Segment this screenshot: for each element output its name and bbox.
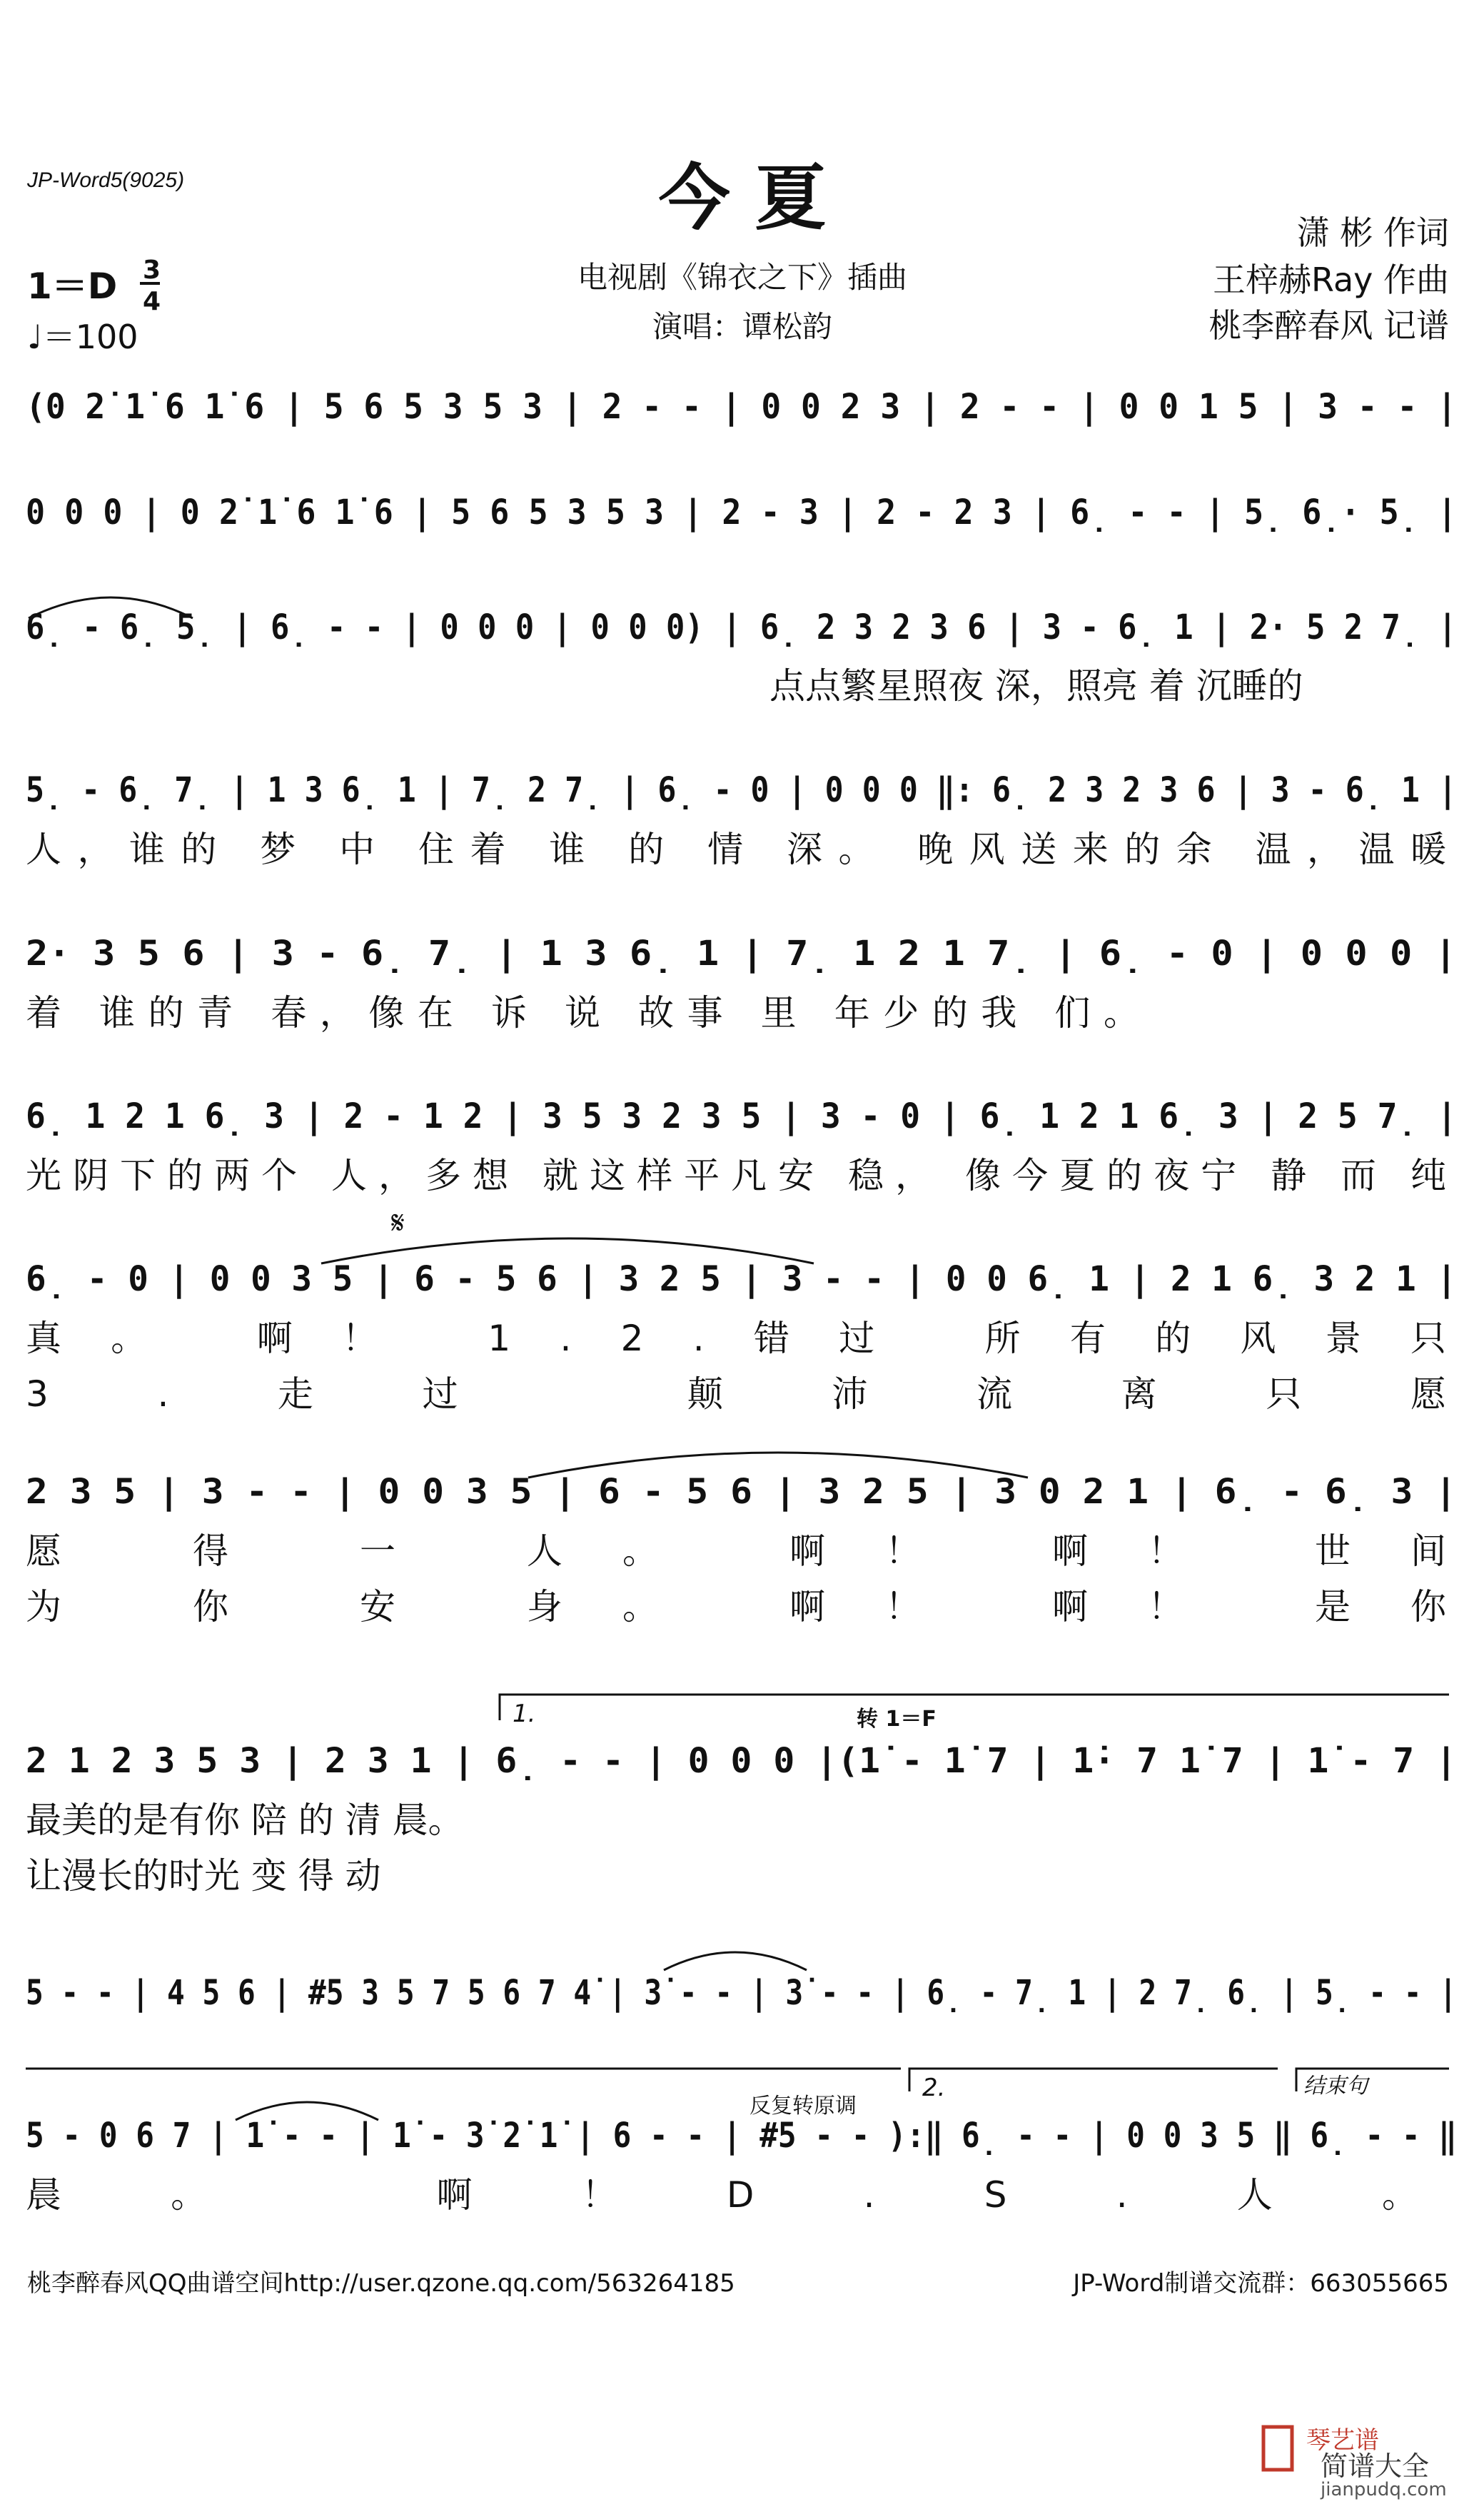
modulation-marking: 转 1＝F bbox=[857, 1707, 937, 1732]
key-signature: 1＝D bbox=[27, 266, 118, 307]
software-version: JP-Word5(9025) bbox=[27, 168, 185, 192]
watermark-brand: 琴艺谱 bbox=[1306, 2426, 1379, 2455]
singer-credit: 演唱：谭松韵 bbox=[652, 309, 833, 344]
time-signature-top: 3 bbox=[143, 256, 161, 285]
notes-line-10: 5 - - | 4 5 6 | #5 3 5 7 5 6 7 4̇ | 3̇ - - | 3̇ - - | 6̣ - 7̣ 1 | 2 7̣ 6̣ | 5̣ - - | bbox=[26, 1973, 1457, 2013]
notes-line-11: 5 - 0 6 7 | 1̇ - - | 1̇ - 3̇ 2̇ 1̇ | 6 - - | #5 - - ):‖ 6̣ - - | 0 0 3 5 ‖ 6̣ - - ‖ bbox=[26, 2116, 1457, 2156]
lyrics-line-9-verse-1: 最美的是有你 陪 的 清 晨。 bbox=[26, 1799, 464, 1841]
lyrics-line-8-verse-2: 为 你 安 身。 啊！ 啊！ 是你 bbox=[26, 1586, 1446, 1627]
time-signature-bottom: 4 bbox=[143, 287, 161, 316]
tempo-marking: ♩＝100 bbox=[27, 318, 138, 356]
song-title: 今 夏 bbox=[658, 156, 827, 240]
lyrics-line-9-verse-2: 让漫长的时光 变 得 动 bbox=[26, 1855, 381, 1897]
notes-line-5: 2· 3 5 6 | 3 - 6̣ 7̣ | 1 3 6̣ 1 | 7̣ 1 2 1 7̣ | 6̣ - 0 | 0 0 0 | bbox=[26, 934, 1457, 974]
system-2 bbox=[26, 493, 1457, 532]
lyrics-line-7-verse-1: 真。 啊！ 1.2.错过 所有的风景只 bbox=[26, 1318, 1446, 1359]
repeat-to-original-key: 反复转原调 bbox=[749, 2094, 857, 2119]
song-subtitle: 电视剧《锦衣之下》插曲 bbox=[577, 260, 908, 295]
segno-sign: 𝄋 bbox=[391, 1205, 405, 1241]
coda-label: 结束句 bbox=[1303, 2074, 1368, 2099]
notes-line-1: (0 2̇ 1̇ 6 1̇ 6 | 5 6 5 3 5 3 | 2 - - | 0 0 2 3 | 2 - - | 0 0 1 5 | 3 - - | bbox=[26, 387, 1457, 427]
watermark-cn: 简谱大全 bbox=[1321, 2450, 1430, 2482]
lyrics-line-11-verse-1: 晨。 啊！D.S.人。 bbox=[26, 2174, 1418, 2216]
notes-line-7: 6̣ - 0 | 0 0 3 5 | 6 - 5 6 | 3 2 5 | 3 - - | 0 0 6̣ 1 | 2 1 6̣ 3 2 1 | bbox=[26, 1259, 1457, 1299]
lyrics-line-3-verse-1: 点点繁星照夜 深，照亮 着 沉睡的 bbox=[769, 665, 1303, 707]
notes-line-9: 2 1 2 3 5 3 | 2 3 1 | 6̣ - - | 0 0 0 |(1̇ - 1̇ 7 | 1̇· 7 1̇ 7 | 1̇ - 7 | bbox=[26, 1741, 1457, 1781]
lyrics-line-6-verse-1: 光阴下的两个 人，多想 就这样平凡安 稳， 像今夏的夜宁 静 而 纯 bbox=[26, 1155, 1447, 1196]
transcriber-credit: 桃李醉春风 记谱 bbox=[1208, 306, 1449, 345]
footer-left: 桃李醉春风QQ曲谱空间http://user.qzone.qq.com/563264185 bbox=[27, 2269, 735, 2298]
volta-2-label: 2. bbox=[922, 2074, 946, 2102]
footer-right: JP-Word制谱交流群：663055665 bbox=[1073, 2269, 1449, 2298]
lyrics-line-4-verse-1: 人，谁的 梦 中 住着 谁 的 情 深。 晚风送来的余 温，温暖 bbox=[26, 829, 1446, 870]
system-1 bbox=[26, 387, 1457, 427]
lyrics-line-5-verse-1: 着 谁的青 春，像在 诉 说 故事 里 年少的我 们。 bbox=[26, 992, 1140, 1034]
notes-line-6: 6̣ 1 2 1 6̣ 3 | 2 - 1 2 | 3 5 3 2 3 5 | 3 - 0 | 6̣ 1 2 1 6̣ 3 | 2 5 7̣ | bbox=[26, 1096, 1457, 1136]
notes-line-3: 6̣ - 6̣ 5̣ | 6̣ - - | 0 0 0 | 0 0 0) | 6̣ 2 3 2 3 6 | 3 - 6̣ 1 | 2· 5 2 7̣ | bbox=[26, 607, 1457, 647]
watermark-site: jianpudq.com bbox=[1321, 2479, 1447, 2500]
notes-line-4: 5̣ - 6̣ 7̣ | 1 3 6̣ 1 | 7̣ 2 7̣ | 6̣ - 0 | 0 0 0 ‖: 6̣ 2 3 2 3 6 | 3 - 6̣ 1 | bbox=[26, 770, 1457, 810]
lyrics-line-8-verse-1: 愿 得 一 人。 啊！ 啊！ 世间 bbox=[26, 1530, 1446, 1572]
lyrics-line-7-verse-2: 3.走过 颠沛流离只愿 bbox=[26, 1373, 1446, 1415]
notes-line-2: 0 0 0 | 0 2̇ 1̇ 6 1̇ 6 | 5 6 5 3 5 3 | 2 - 3 | 2 - 2 3 | 6̣ - - | 5̣ 6̣· 5̣ | bbox=[26, 493, 1457, 532]
composer-credit: 王梓赫Ray 作曲 bbox=[1213, 261, 1449, 299]
lyricist-credit: 潇 彬 作词 bbox=[1296, 213, 1449, 252]
volta-1-label: 1. bbox=[513, 1700, 536, 1728]
notes-line-8: 2 3 5 | 3 - - | 0 0 3 5 | 6 - 5 6 | 3 2 5 | 3 0 2 1 | 6̣ - 6̣ 3 | bbox=[26, 1472, 1457, 1512]
